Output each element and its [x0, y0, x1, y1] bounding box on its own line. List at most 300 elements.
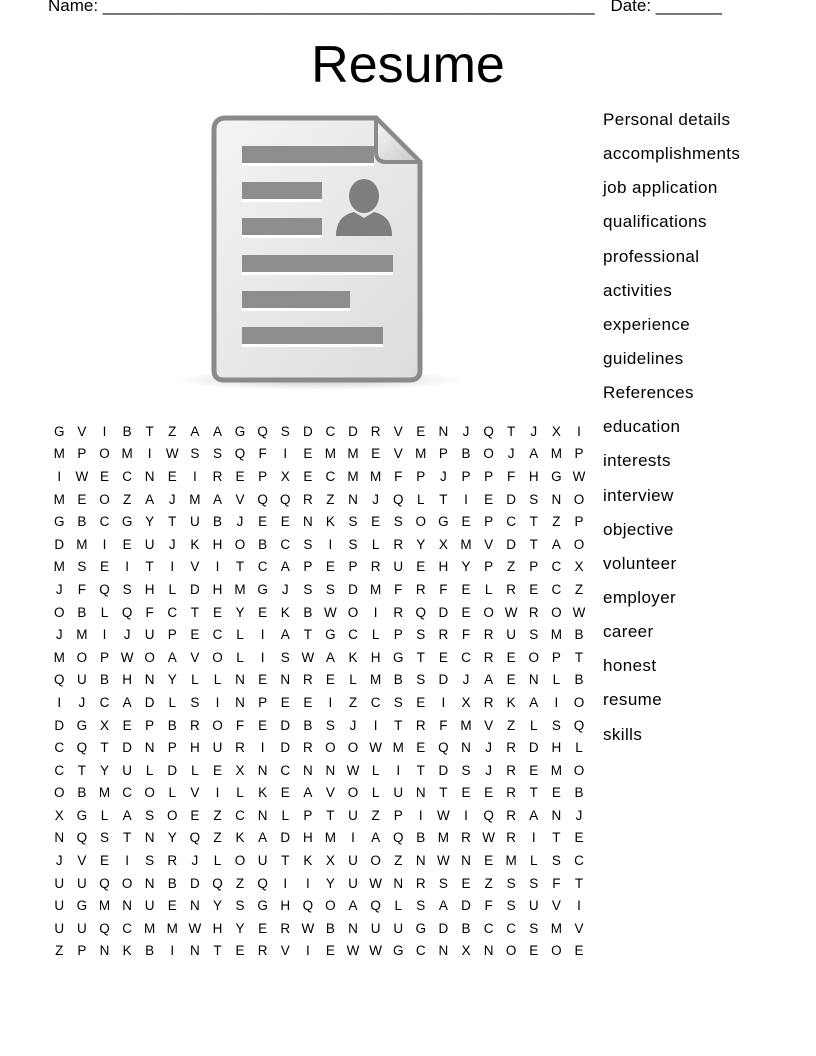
- grid-letter: C: [280, 536, 291, 552]
- grid-letter: Y: [167, 672, 177, 688]
- grid-letter: L: [145, 762, 154, 778]
- grid-letter: M: [347, 468, 359, 484]
- grid-letter: U: [77, 875, 87, 891]
- grid-letter: J: [236, 514, 244, 530]
- grid-letter: A: [190, 423, 200, 439]
- grid-letter: I: [260, 627, 265, 643]
- grid-letter: R: [506, 581, 517, 597]
- grid-letter: W: [324, 604, 337, 620]
- grid-letter: Q: [99, 581, 110, 597]
- grid-letter: M: [76, 536, 88, 552]
- grid-letter: D: [461, 898, 471, 914]
- grid-letter: I: [396, 762, 401, 778]
- grid-letter: S: [303, 581, 313, 597]
- grid-row: [48, 420, 590, 443]
- grid-letter: V: [393, 423, 403, 439]
- grid-letter: N: [348, 491, 358, 507]
- grid-letter: R: [438, 627, 449, 643]
- grid-letter: S: [145, 853, 155, 869]
- grid-letter: O: [54, 604, 65, 620]
- grid-letter: E: [122, 536, 132, 552]
- grid-letter: U: [506, 627, 517, 643]
- grid-letter: O: [99, 491, 110, 507]
- grid-letter: P: [303, 807, 313, 823]
- grid-letter: L: [530, 853, 538, 869]
- grid-letter: T: [416, 762, 425, 778]
- grid-letter: A: [167, 649, 177, 665]
- grid-row: [48, 465, 590, 488]
- grid-letter: C: [551, 559, 562, 575]
- grid-letter: J: [440, 468, 447, 484]
- grid-letter: B: [167, 875, 177, 891]
- grid-letter: E: [190, 627, 200, 643]
- grid-letter: Q: [257, 491, 268, 507]
- grid-letter: D: [54, 717, 65, 733]
- grid-letter: E: [258, 717, 268, 733]
- grid-letter: T: [439, 491, 448, 507]
- grid-letter: P: [393, 807, 403, 823]
- grid-letter: L: [349, 672, 357, 688]
- grid-letter: Z: [348, 694, 358, 710]
- grid-letter: M: [53, 491, 65, 507]
- grid-row: [48, 872, 590, 895]
- grid-letter: X: [54, 807, 64, 823]
- grid-letter: Q: [76, 830, 88, 846]
- grid-letter: O: [505, 943, 517, 959]
- grid-letter: D: [280, 740, 291, 756]
- grid-letter: O: [347, 740, 359, 756]
- grid-letter: I: [147, 446, 152, 462]
- grid-letter: U: [257, 853, 268, 869]
- grid-letter: W: [75, 468, 89, 484]
- grid-letter: F: [145, 604, 154, 620]
- grid-letter: M: [347, 446, 359, 462]
- grid-letter: S: [212, 446, 222, 462]
- grid-letter: M: [392, 740, 404, 756]
- grid-letter: R: [415, 717, 426, 733]
- grid-letter: K: [348, 649, 358, 665]
- grid-letter: S: [416, 672, 426, 688]
- grid-letter: O: [167, 807, 178, 823]
- grid-letter: E: [258, 514, 268, 530]
- grid-letter: Z: [326, 491, 335, 507]
- grid-letter: G: [257, 898, 268, 914]
- grid-letter: P: [461, 468, 471, 484]
- grid-letter: E: [529, 581, 539, 597]
- grid-letter: U: [122, 762, 132, 778]
- grid-letter: O: [528, 649, 540, 665]
- grid-letter: A: [371, 830, 381, 846]
- grid-row: [48, 917, 590, 940]
- grid-letter: E: [77, 491, 87, 507]
- grid-letter: S: [529, 875, 539, 891]
- grid-letter: B: [325, 920, 335, 936]
- grid-letter: A: [145, 491, 155, 507]
- grid-letter: M: [550, 762, 562, 778]
- grid-letter: N: [235, 672, 245, 688]
- grid-letter: A: [551, 536, 561, 552]
- grid-letter: E: [416, 423, 426, 439]
- grid-letter: Z: [507, 717, 516, 733]
- grid-letter: L: [371, 762, 380, 778]
- grid-letter: R: [370, 559, 381, 575]
- grid-letter: U: [144, 536, 155, 552]
- grid-letter: I: [170, 559, 175, 575]
- grid-letter: N: [122, 898, 132, 914]
- grid-letter: S: [235, 898, 245, 914]
- grid-letter: C: [257, 559, 268, 575]
- grid-letter: M: [505, 853, 517, 869]
- grid-letter: E: [529, 943, 539, 959]
- grid-letter: T: [235, 559, 245, 575]
- grid-letter: J: [168, 536, 176, 552]
- grid-letter: S: [280, 423, 290, 439]
- grid-letter: E: [574, 943, 584, 959]
- grid-letter: O: [551, 604, 562, 620]
- grid-letter: R: [189, 717, 200, 733]
- grid-row: [48, 940, 590, 963]
- grid-letter: V: [190, 649, 200, 665]
- grid-row: [48, 714, 590, 737]
- grid-letter: E: [235, 943, 245, 959]
- grid-letter: F: [394, 581, 403, 597]
- grid-letter: X: [551, 423, 561, 439]
- grid-letter: V: [235, 491, 245, 507]
- grid-letter: U: [189, 514, 200, 530]
- grid-letter: M: [324, 830, 337, 846]
- grid-letter: N: [235, 694, 245, 710]
- grid-letter: R: [393, 536, 404, 552]
- grid-letter: O: [54, 785, 65, 801]
- grid-letter: I: [577, 423, 581, 439]
- grid-letter: F: [235, 717, 245, 733]
- grid-letter: Q: [257, 875, 268, 891]
- grid-letter: U: [77, 920, 87, 936]
- grid-letter: C: [54, 762, 65, 778]
- grid-letter: H: [144, 581, 155, 597]
- grid-letter: E: [416, 740, 426, 756]
- grid-letter: Z: [371, 807, 380, 823]
- grid-letter: Q: [483, 807, 494, 823]
- grid-row: [48, 601, 590, 624]
- grid-letter: S: [438, 875, 448, 891]
- grid-letter: U: [54, 898, 65, 914]
- grid-letter: R: [280, 920, 291, 936]
- grid-letter: U: [348, 875, 358, 891]
- grid-letter: D: [144, 694, 155, 710]
- word-list-item: interests: [603, 451, 671, 471]
- grid-letter: J: [349, 717, 357, 733]
- grid-letter: P: [77, 446, 87, 462]
- grid-letter: Y: [325, 875, 335, 891]
- grid-letter: C: [122, 785, 132, 801]
- grid-letter: B: [99, 672, 109, 688]
- grid-letter: D: [280, 830, 291, 846]
- grid-letter: J: [462, 423, 470, 439]
- grid-letter: W: [301, 920, 315, 936]
- grid-letter: S: [77, 559, 87, 575]
- grid-letter: G: [76, 807, 88, 823]
- grid-letter: F: [484, 898, 493, 914]
- grid-letter: P: [348, 559, 358, 575]
- grid-letter: J: [530, 423, 538, 439]
- grid-letter: S: [529, 627, 539, 643]
- grid-letter: L: [191, 762, 199, 778]
- grid-letter: L: [191, 672, 199, 688]
- grid-letter: E: [258, 920, 268, 936]
- grid-letter: E: [371, 446, 381, 462]
- grid-letter: Q: [99, 875, 110, 891]
- grid-letter: K: [506, 694, 516, 710]
- grid-letter: N: [551, 807, 562, 823]
- grid-letter: S: [529, 920, 539, 936]
- grid-letter: Q: [392, 491, 404, 507]
- grid-letter: P: [303, 559, 313, 575]
- grid-letter: K: [122, 943, 132, 959]
- grid-letter: N: [461, 853, 471, 869]
- grid-letter: W: [301, 649, 315, 665]
- word-list-item: qualifications: [603, 212, 707, 232]
- grid-letter: A: [258, 830, 268, 846]
- grid-row: [48, 804, 590, 827]
- grid-letter: E: [416, 694, 426, 710]
- grid-letter: M: [369, 468, 382, 484]
- grid-letter: S: [551, 853, 561, 869]
- grid-letter: D: [348, 581, 358, 597]
- grid-letter: K: [303, 853, 313, 869]
- grid-letter: C: [551, 581, 562, 597]
- grid-letter: H: [212, 920, 223, 936]
- grid-letter: Q: [370, 898, 381, 914]
- grid-letter: W: [504, 604, 518, 620]
- grid-letter: G: [392, 943, 404, 959]
- grid-letter: S: [506, 875, 516, 891]
- grid-letter: L: [530, 717, 538, 733]
- grid-letter: N: [438, 423, 449, 439]
- grid-letter: T: [416, 649, 425, 665]
- grid-letter: O: [325, 898, 336, 914]
- grid-letter: H: [528, 468, 539, 484]
- grid-letter: I: [102, 423, 107, 439]
- grid-letter: A: [303, 785, 313, 801]
- grid-letter: T: [145, 559, 154, 575]
- grid-letter: L: [484, 581, 493, 597]
- grid-row: [48, 488, 590, 511]
- grid-letter: S: [122, 581, 132, 597]
- grid-letter: W: [165, 446, 179, 462]
- grid-letter: T: [100, 740, 109, 756]
- grid-letter: V: [484, 536, 494, 552]
- grid-letter: O: [234, 536, 246, 552]
- grid-letter: U: [393, 920, 404, 936]
- grid-letter: Y: [416, 536, 426, 552]
- grid-letter: P: [145, 717, 155, 733]
- grid-letter: S: [280, 649, 290, 665]
- grid-letter: I: [192, 468, 197, 484]
- grid-letter: R: [415, 875, 426, 891]
- grid-letter: M: [144, 920, 156, 936]
- grid-letter: E: [416, 559, 426, 575]
- grid-letter: B: [574, 785, 584, 801]
- grid-letter: V: [77, 423, 87, 439]
- grid-letter: E: [280, 694, 290, 710]
- grid-letter: D: [189, 875, 200, 891]
- grid-letter: A: [212, 423, 222, 439]
- grid-letter: B: [167, 717, 177, 733]
- grid-letter: H: [189, 740, 200, 756]
- grid-letter: D: [167, 762, 178, 778]
- grid-letter: Z: [213, 830, 222, 846]
- grid-letter: G: [392, 649, 404, 665]
- grid-letter: R: [506, 807, 517, 823]
- word-list-item: education: [603, 417, 681, 437]
- grid-letter: I: [170, 943, 175, 959]
- grid-letter: E: [303, 468, 313, 484]
- name-field-label: Name: ____________________________________________________: [48, 0, 595, 15]
- grid-letter: L: [417, 491, 425, 507]
- grid-letter: G: [76, 898, 88, 914]
- grid-letter: U: [54, 875, 65, 891]
- grid-letter: N: [302, 762, 313, 778]
- grid-letter: R: [506, 740, 517, 756]
- grid-letter: C: [99, 514, 110, 530]
- grid-letter: J: [575, 807, 583, 823]
- grid-letter: I: [305, 943, 310, 959]
- grid-letter: C: [506, 514, 517, 530]
- grid-letter: C: [415, 943, 426, 959]
- grid-letter: S: [190, 446, 200, 462]
- grid-letter: Y: [212, 898, 222, 914]
- page-title: Resume: [311, 36, 505, 94]
- grid-letter: N: [302, 514, 313, 530]
- grid-letter: U: [393, 785, 404, 801]
- grid-letter: A: [325, 649, 335, 665]
- grid-letter: R: [235, 740, 245, 756]
- grid-letter: S: [393, 694, 403, 710]
- grid-letter: S: [506, 898, 516, 914]
- grid-letter: S: [303, 536, 313, 552]
- grid-letter: W: [120, 649, 134, 665]
- grid-letter: N: [393, 875, 404, 891]
- grid-letter: N: [99, 943, 110, 959]
- grid-letter: C: [122, 468, 132, 484]
- grid-letter: V: [393, 446, 403, 462]
- grid-letter: X: [280, 468, 290, 484]
- grid-letter: R: [302, 491, 313, 507]
- grid-letter: Q: [54, 672, 65, 688]
- grid-letter: C: [574, 853, 584, 869]
- grid-letter: O: [325, 740, 336, 756]
- grid-letter: E: [303, 694, 313, 710]
- grid-row: [48, 849, 590, 872]
- grid-letter: M: [437, 830, 450, 846]
- grid-letter: R: [528, 604, 539, 620]
- grid-letter: K: [280, 604, 290, 620]
- grid-letter: M: [53, 559, 65, 575]
- grid-letter: Y: [461, 559, 471, 575]
- grid-letter: L: [371, 627, 380, 643]
- grid-letter: L: [213, 853, 222, 869]
- grid-row: [48, 894, 590, 917]
- grid-letter: J: [78, 694, 86, 710]
- grid-letter: P: [484, 559, 494, 575]
- grid-letter: A: [529, 807, 539, 823]
- grid-letter: Z: [235, 875, 245, 891]
- grid-row: [48, 782, 590, 805]
- grid-letter: E: [438, 649, 448, 665]
- grid-letter: N: [144, 468, 155, 484]
- grid-letter: M: [369, 672, 382, 688]
- grid-letter: H: [212, 581, 223, 597]
- grid-letter: N: [325, 762, 336, 778]
- grid-letter: I: [283, 446, 288, 462]
- grid-letter: P: [574, 514, 584, 530]
- grid-letter: I: [577, 898, 581, 914]
- grid-letter: L: [168, 694, 177, 710]
- grid-row: [48, 759, 590, 782]
- grid-letter: T: [122, 830, 132, 846]
- grid-letter: T: [574, 649, 584, 665]
- grid-letter: I: [215, 785, 220, 801]
- word-list-item: career: [603, 622, 654, 642]
- grid-letter: L: [394, 898, 402, 914]
- grid-letter: F: [439, 581, 448, 597]
- grid-letter: B: [461, 920, 471, 936]
- grid-letter: T: [303, 627, 312, 643]
- word-list-item: activities: [603, 280, 673, 300]
- grid-letter: M: [369, 581, 382, 597]
- grid-letter: O: [573, 694, 585, 710]
- grid-letter: O: [573, 536, 585, 552]
- grid-letter: J: [191, 853, 199, 869]
- grid-letter: J: [485, 740, 492, 756]
- grid-letter: X: [99, 717, 109, 733]
- grid-letter: Y: [235, 920, 245, 936]
- grid-letter: S: [348, 536, 358, 552]
- grid-letter: B: [574, 627, 584, 643]
- grid-letter: O: [144, 649, 155, 665]
- grid-letter: T: [529, 536, 538, 552]
- grid-letter: F: [507, 468, 516, 484]
- grid-letter: E: [167, 898, 177, 914]
- grid-letter: D: [438, 920, 449, 936]
- grid-letter: N: [483, 943, 494, 959]
- grid-letter: Z: [122, 491, 132, 507]
- grid-letter: Q: [121, 604, 133, 620]
- grid-letter: A: [438, 898, 448, 914]
- grid-letter: V: [551, 898, 561, 914]
- grid-letter: E: [461, 581, 471, 597]
- grid-letter: Q: [212, 875, 223, 891]
- grid-letter: E: [99, 468, 109, 484]
- grid-letter: Z: [574, 581, 584, 597]
- word-search-grid: [48, 420, 590, 962]
- grid-letter: I: [418, 807, 423, 823]
- grid-letter: E: [212, 762, 222, 778]
- grid-letter: B: [303, 604, 313, 620]
- grid-letter: G: [54, 514, 65, 530]
- grid-letter: I: [328, 694, 333, 710]
- grid-letter: M: [324, 446, 337, 462]
- grid-letter: N: [551, 491, 562, 507]
- grid-letter: I: [441, 694, 446, 710]
- grid-letter: I: [102, 536, 107, 552]
- grid-letter: W: [188, 920, 202, 936]
- grid-letter: C: [461, 649, 471, 665]
- grid-letter: M: [98, 898, 111, 914]
- grid-letter: H: [212, 536, 223, 552]
- grid-letter: P: [484, 514, 494, 530]
